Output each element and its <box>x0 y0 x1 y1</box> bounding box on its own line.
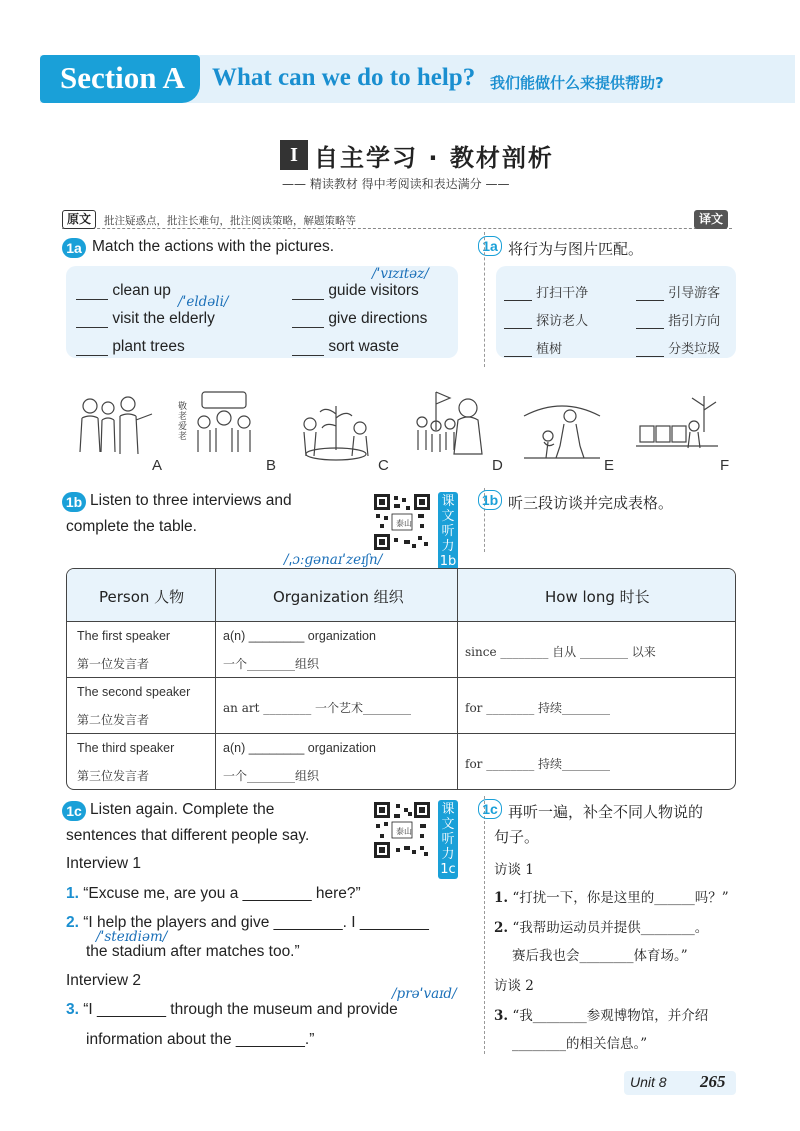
table-cell-organization[interactable]: an art ________ 一个艺术________ <box>223 701 412 715</box>
match-item: visit the elderly <box>76 310 215 328</box>
match-item: give directions <box>292 310 427 328</box>
match-item-cn: 打扫干净 <box>504 282 588 301</box>
table-cell-organization[interactable]: a(n) ________ organization <box>223 741 376 755</box>
table-cell-person-cn: 第一位发言者 <box>77 657 150 671</box>
picture-label: B <box>266 457 277 474</box>
match-item-cn: 指引方向 <box>636 310 720 329</box>
table-cell-how-long[interactable]: for ________ 持续________ <box>465 757 611 771</box>
phonetic-provide: /prəˈvaɪd/ <box>392 986 457 1002</box>
answer-blank[interactable] <box>504 328 532 329</box>
column-divider <box>484 796 485 1054</box>
table-divider <box>215 569 216 789</box>
picture-give-directions <box>406 390 494 458</box>
sentence-2-cn-cont: 赛后我也会________体育场。” <box>512 948 688 964</box>
section-title: What can we do to help? <box>212 64 476 91</box>
table-cell-person-cn: 第三位发言者 <box>77 769 150 783</box>
section-title-cn: 我们能做什么来提供帮助? <box>490 74 664 92</box>
instruction-1b-line1: Listen to three interviews and <box>90 492 292 509</box>
picture-plant-trees <box>292 396 380 464</box>
instruction-1c-line2: sentences that different people say. <box>66 827 310 844</box>
column-header-organization: Organization 组织 <box>273 588 404 606</box>
match-item-cn: 植树 <box>504 338 562 357</box>
badge-1b: 1b <box>62 492 86 512</box>
instruction-1b-cn: 听三段访谈并完成表格。 <box>508 494 674 512</box>
study-subheading: —— 精读教材 得中考阅读和表达满分 —— <box>282 177 510 191</box>
picture-label: E <box>604 457 615 474</box>
picture-label: D <box>492 457 503 474</box>
table-cell-person: The third speaker <box>77 741 175 755</box>
table-cell-organization-cn[interactable]: 一个________组织 <box>223 769 320 783</box>
answer-blank[interactable] <box>76 355 108 356</box>
qr-code-1b[interactable] <box>374 494 430 550</box>
translation-tag: 译文 <box>694 210 728 229</box>
phonetic-elderly: /ˈeldəli/ <box>178 294 229 310</box>
answer-blank[interactable] <box>636 300 664 301</box>
interview-1-heading: Interview 1 <box>66 855 141 872</box>
sentence-3-cn: 3. “我________参观博物馆，并介绍 <box>494 1008 709 1024</box>
interview-2-heading-cn: 访谈 2 <box>494 978 534 994</box>
qr-center-text: 泰山 <box>396 519 412 528</box>
answer-blank[interactable] <box>292 327 324 328</box>
match-item-cn: 探访老人 <box>504 310 588 329</box>
answer-blank[interactable] <box>292 299 324 300</box>
badge-1a: 1a <box>62 238 86 258</box>
instruction-1c-cn-line1: 再听一遍，补全不同人物说的 <box>508 803 704 821</box>
instruction-1b-line2: complete the table. <box>66 518 197 535</box>
phonetic-visitors: /ˈvɪzɪtəz/ <box>372 266 429 282</box>
completion-table <box>66 568 736 790</box>
page-number: 265 <box>700 1072 726 1091</box>
table-divider <box>67 733 735 734</box>
table-divider <box>67 677 735 678</box>
table-divider <box>457 569 458 789</box>
interview-2-heading: Interview 2 <box>66 972 141 989</box>
sentence-3-cn-cont: ________的相关信息。” <box>512 1036 648 1052</box>
column-header-how-long: How long 时长 <box>545 588 650 606</box>
table-cell-person-cn: 第二位发言者 <box>77 713 150 727</box>
sentence-3-cont: information about the ________.” <box>86 1031 315 1048</box>
sentence-1: 1. “Excuse me, are you a ________ here?” <box>66 885 361 902</box>
picture-visit-elderly <box>180 388 268 456</box>
qr-label-1b: 课文听力1b <box>439 494 457 569</box>
match-item: guide visitors <box>292 282 419 300</box>
picture-guide-visitors <box>68 392 156 460</box>
instruction-1a-cn: 将行为与图片匹配。 <box>508 240 644 258</box>
answer-blank[interactable] <box>504 356 532 357</box>
table-cell-organization-cn[interactable]: 一个________组织 <box>223 657 320 671</box>
match-item: plant trees <box>76 338 185 356</box>
match-item-cn: 分类垃圾 <box>636 338 720 357</box>
qr-center-text: 泰山 <box>396 827 412 836</box>
match-item: clean up <box>76 282 171 300</box>
roman-numeral-badge: I <box>280 140 308 170</box>
answer-blank[interactable] <box>636 356 664 357</box>
badge-1a-cn: 1a <box>478 236 502 256</box>
column-header-person: Person 人物 <box>99 588 185 606</box>
table-cell-person: The first speaker <box>77 629 171 643</box>
section-label: Section A <box>40 55 200 103</box>
interview-1-heading-cn: 访谈 1 <box>494 862 534 878</box>
qr-label-1c: 课文听力1c <box>438 800 458 879</box>
answer-blank[interactable] <box>76 327 108 328</box>
picture-clean-up <box>518 396 606 464</box>
original-text-tag: 原文 <box>62 210 96 229</box>
unit-label: Unit 8 <box>630 1074 667 1090</box>
answer-blank[interactable] <box>636 328 664 329</box>
match-item-cn: 引导游客 <box>636 282 720 301</box>
picture-label: F <box>720 457 730 474</box>
badge-1b-cn: 1b <box>478 490 502 510</box>
answer-blank[interactable] <box>76 299 108 300</box>
table-cell-organization[interactable]: a(n) ________ organization <box>223 629 376 643</box>
picture-label: C <box>378 457 389 474</box>
phonetic-stadium: /ˈsteɪdiəm/ <box>96 929 168 945</box>
sentence-2: 2. “I help the players and give ________. I ________ <box>66 914 429 931</box>
phonetic-organization: /ˌɔːɡənaɪˈzeɪʃn/ <box>284 552 383 568</box>
badge-1c-cn: 1c <box>478 799 502 819</box>
column-divider <box>484 232 485 367</box>
picture-sort-waste <box>632 392 720 460</box>
annotation-hint: 批注疑惑点，批注长难句，批注阅读策略，解题策略等 <box>104 215 356 227</box>
instruction-1a: Match the actions with the pictures. <box>92 238 335 255</box>
page-footer <box>624 1071 736 1095</box>
sentence-3: 3. “I ________ through the museum and provide <box>66 1001 398 1018</box>
table-cell-person: The second speaker <box>77 685 191 699</box>
instruction-1c-cn-line2: 句子。 <box>494 828 540 846</box>
instruction-1c-line1: Listen again. Complete the <box>90 801 275 818</box>
sentence-1-cn: 1. “打扰一下，你是这里的______吗？” <box>494 890 729 906</box>
match-item: sort waste <box>292 338 399 356</box>
table-cell-how-long[interactable]: since ________ 自从 ________ 以来 <box>465 645 656 659</box>
answer-blank[interactable] <box>504 300 532 301</box>
sentence-2-cn: 2. “我帮助运动员并提供________。 <box>494 920 709 936</box>
sentence-2-cont: the stadium after matches too.” <box>86 943 300 960</box>
study-heading: 自主学习 · 教材剖析 <box>314 144 554 172</box>
picture-label: A <box>152 457 163 474</box>
answer-blank[interactable] <box>292 355 324 356</box>
picture-sign-text: 敬老爱老 <box>178 402 188 442</box>
badge-1c: 1c <box>62 801 86 821</box>
table-cell-how-long[interactable]: for ________ 持续________ <box>465 701 611 715</box>
qr-code-1c[interactable] <box>374 802 430 858</box>
